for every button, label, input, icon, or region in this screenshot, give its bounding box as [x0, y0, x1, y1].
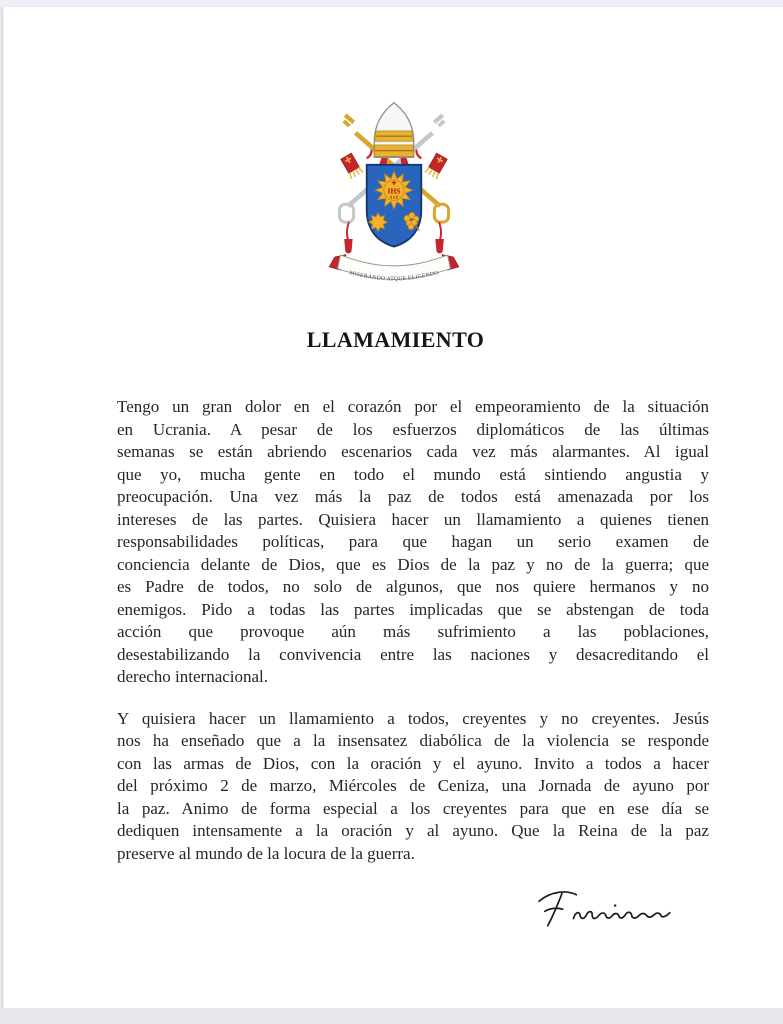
text-line: preocupación. Una vez más la paz de todos está amenazada por los	[117, 487, 709, 506]
text-line: desestabilizando la convivencia entre las naciones y desacreditando el	[117, 644, 709, 664]
ihs-monogram: IHS	[387, 186, 401, 196]
signature-franciscus	[529, 883, 687, 931]
paragraph	[117, 708, 709, 866]
photo-edge-top	[0, 0, 783, 7]
document-sheet	[3, 7, 783, 1008]
star-emblem	[369, 213, 388, 232]
motto-text: MISERANDO ATQUE ELIGENDO	[348, 270, 440, 283]
document-body	[117, 396, 709, 884]
text-line: enemigos. Pido a todas las partes implicadas que se abstengan de toda	[117, 599, 709, 619]
motto-banner	[329, 255, 459, 283]
text-line: responsabilidades políticas, para que hagan un serio examen de	[117, 532, 709, 551]
text-line: acción que provoque aún más sufrimiento a las poblaciones,	[117, 622, 709, 641]
paragraph	[117, 396, 709, 689]
text-line: conciencia delante de Dios, que es Dios de la paz y no de la guerra; que	[117, 554, 709, 574]
text-line: del próximo 2 de marzo, Miércoles de Ceniza, una Jornada de ayuno por	[117, 776, 709, 795]
text-line: en Ucrania. A pesar de los esfuerzos diplomáticos de las últimas	[117, 419, 709, 439]
text-line: es Padre de todos, no solo de algunos, que nos quiere hermanos y no	[117, 577, 709, 596]
page-title: LLAMAMIENTO	[306, 327, 485, 352]
text-line: preserve al mundo de la locura de la guerra.	[117, 843, 415, 863]
left-lappet	[340, 153, 363, 179]
papal-coat-of-arms	[323, 99, 465, 287]
text-line: con las armas de Dios, con la oración y el ayuno. Invito a todos a hacer	[117, 753, 709, 773]
text-line: derecho internacional.	[117, 667, 269, 686]
shield	[367, 165, 422, 247]
text-line: semanas se están abriendo escenarios cada vez más alarmantes. Al igual	[117, 442, 709, 461]
right-lappet	[425, 153, 448, 179]
text-line: nos ha enseñado que a la insensatez diabólica de la violencia se responde	[117, 731, 709, 750]
text-line: Y quisiera hacer un llamamiento a todos, creyentes y no creyentes. Jesús	[117, 708, 709, 728]
text-line: Tengo un gran dolor en el corazón por el empeoramiento de la situación	[117, 397, 709, 416]
text-line: intereses de las partes. Quisiera hacer un llamamiento a quienes tienen	[117, 509, 709, 529]
text-line: la paz. Animo de forma especial a los creyentes para que en ese día se	[117, 798, 709, 818]
text-line: dediquen intensamente a la oración y al ayuno. Que la Reina de la paz	[117, 821, 709, 840]
photo-edge-bottom	[0, 1008, 783, 1024]
text-line: que yo, mucha gente en todo el mundo está sintiendo angustia y	[117, 464, 709, 484]
